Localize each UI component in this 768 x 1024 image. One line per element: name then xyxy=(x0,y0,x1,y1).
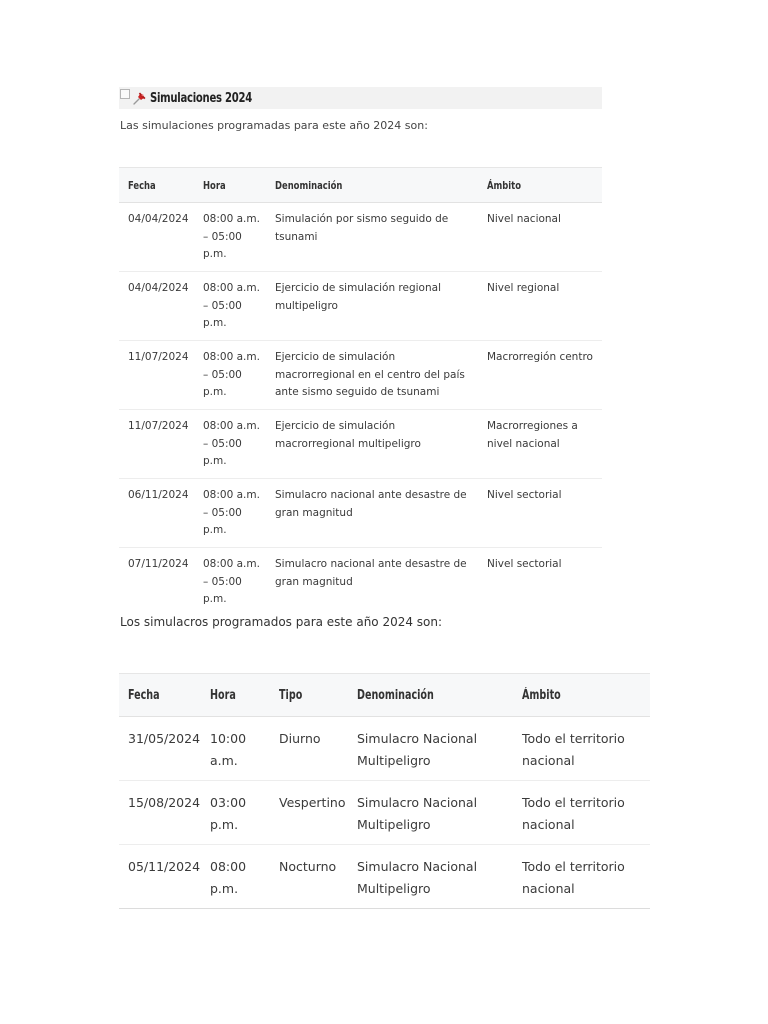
table-row xyxy=(119,781,650,845)
page-title: Simulaciones 2024 xyxy=(150,90,252,106)
cell-fecha: 04/04/2024 xyxy=(119,272,194,341)
column-header-hora: Hora xyxy=(201,674,270,717)
cell-denominacion: Simulacro Nacional Multipeligro xyxy=(348,781,513,845)
table-row xyxy=(119,479,602,548)
column-header-hora: Hora xyxy=(194,168,266,203)
simulacros-table xyxy=(119,673,650,909)
intro-simulacros: Los simulacros programados para este año 2024 son: xyxy=(120,615,443,629)
cell-denominacion: Simulacro Nacional Multipeligro xyxy=(348,717,513,781)
cell-ambito: Nivel sectorial xyxy=(487,558,562,570)
table-header-row xyxy=(119,674,650,717)
column-header-denominacion: Denominación xyxy=(348,674,513,717)
cell-hora: 08:00 a.m. – 05:00 p.m. xyxy=(194,272,266,341)
cell-denominacion: Ejercicio de simulación macrorregional en el centro del país ante sismo seguido de tsunami xyxy=(266,341,478,410)
cell-denominacion: Simulación por sismo seguido de tsunami xyxy=(266,203,478,272)
column-header-fecha: Fecha xyxy=(119,168,194,203)
cell-hora: 08:00 a.m. – 05:00 p.m. xyxy=(194,410,266,479)
cell-tipo: Vespertino xyxy=(270,781,348,845)
cell-ambito: Nivel regional xyxy=(478,272,602,341)
cell-denominacion: Simulacro nacional ante desastre de gran magnitud xyxy=(266,479,478,548)
cell-fecha: 31/05/2024 xyxy=(119,717,201,781)
cell-ambito: Todo el territorio nacional xyxy=(513,717,650,781)
table-row xyxy=(119,717,650,781)
cell-fecha: 11/07/2024 xyxy=(119,410,194,479)
table-row xyxy=(119,272,602,341)
table-row xyxy=(119,203,602,272)
cell-ambito: Macrorregión centro xyxy=(478,341,602,410)
cell-hora: 03:00 p.m. xyxy=(201,781,270,845)
cell-hora: 08:00 a.m. – 05:00 p.m. xyxy=(194,203,266,272)
cell-fecha: 11/07/2024 xyxy=(119,341,194,410)
table-row xyxy=(119,410,602,479)
column-header-tipo: Tipo xyxy=(270,674,348,717)
column-header-ambito: Ámbito xyxy=(478,168,602,203)
cell-ambito: Nivel sectorial xyxy=(478,479,602,548)
cell-fecha: 07/11/2024 xyxy=(128,558,189,570)
simulaciones-table xyxy=(119,167,602,614)
broken-image-icon xyxy=(120,89,130,99)
intro-simulaciones: Las simulaciones programadas para este año 2024 son: xyxy=(120,119,428,132)
cell-hora: 08:00 a.m. – 05:00 p.m. xyxy=(194,479,266,548)
table-row xyxy=(119,341,602,410)
cell-fecha: 06/11/2024 xyxy=(119,479,194,548)
cell-hora: 10:00 a.m. xyxy=(201,717,270,781)
column-header-fecha: Fecha xyxy=(119,674,201,717)
table-header-row xyxy=(119,168,602,203)
cell-denominacion: Simulacro Nacional Multipeligro xyxy=(348,845,513,909)
cell-denominacion: Ejercicio de simulación regional multipeligro xyxy=(266,272,478,341)
cell-ambito: Todo el territorio nacional xyxy=(513,781,650,845)
column-header-ambito: Ámbito xyxy=(513,674,650,717)
cell-fecha: 05/11/2024 xyxy=(119,845,201,909)
pushpin-icon xyxy=(132,90,148,106)
cell-fecha: 15/08/2024 xyxy=(119,781,201,845)
cell-ambito: Macrorregiones a nivel nacional xyxy=(478,410,602,479)
column-header-denominacion: Denominación xyxy=(266,168,478,203)
table-row xyxy=(119,548,602,614)
section-heading xyxy=(119,87,602,109)
cell-tipo: Diurno xyxy=(270,717,348,781)
cell-fecha: 04/04/2024 xyxy=(119,203,194,272)
cell-tipo: Nocturno xyxy=(270,845,348,909)
cell-ambito: Todo el territorio nacional xyxy=(513,845,650,909)
cell-hora: 08:00 a.m. – 05:00 p.m. xyxy=(203,558,260,605)
cell-hora: 08:00 a.m. – 05:00 p.m. xyxy=(194,341,266,410)
cell-hora: 08:00 p.m. xyxy=(201,845,270,909)
table-row xyxy=(119,845,650,909)
cell-denominacion: Ejercicio de simulación macrorregional multipeligro xyxy=(266,410,478,479)
cell-denominacion: Simulacro nacional ante desastre de gran magnitud xyxy=(275,558,467,588)
cell-ambito: Nivel nacional xyxy=(478,203,602,272)
